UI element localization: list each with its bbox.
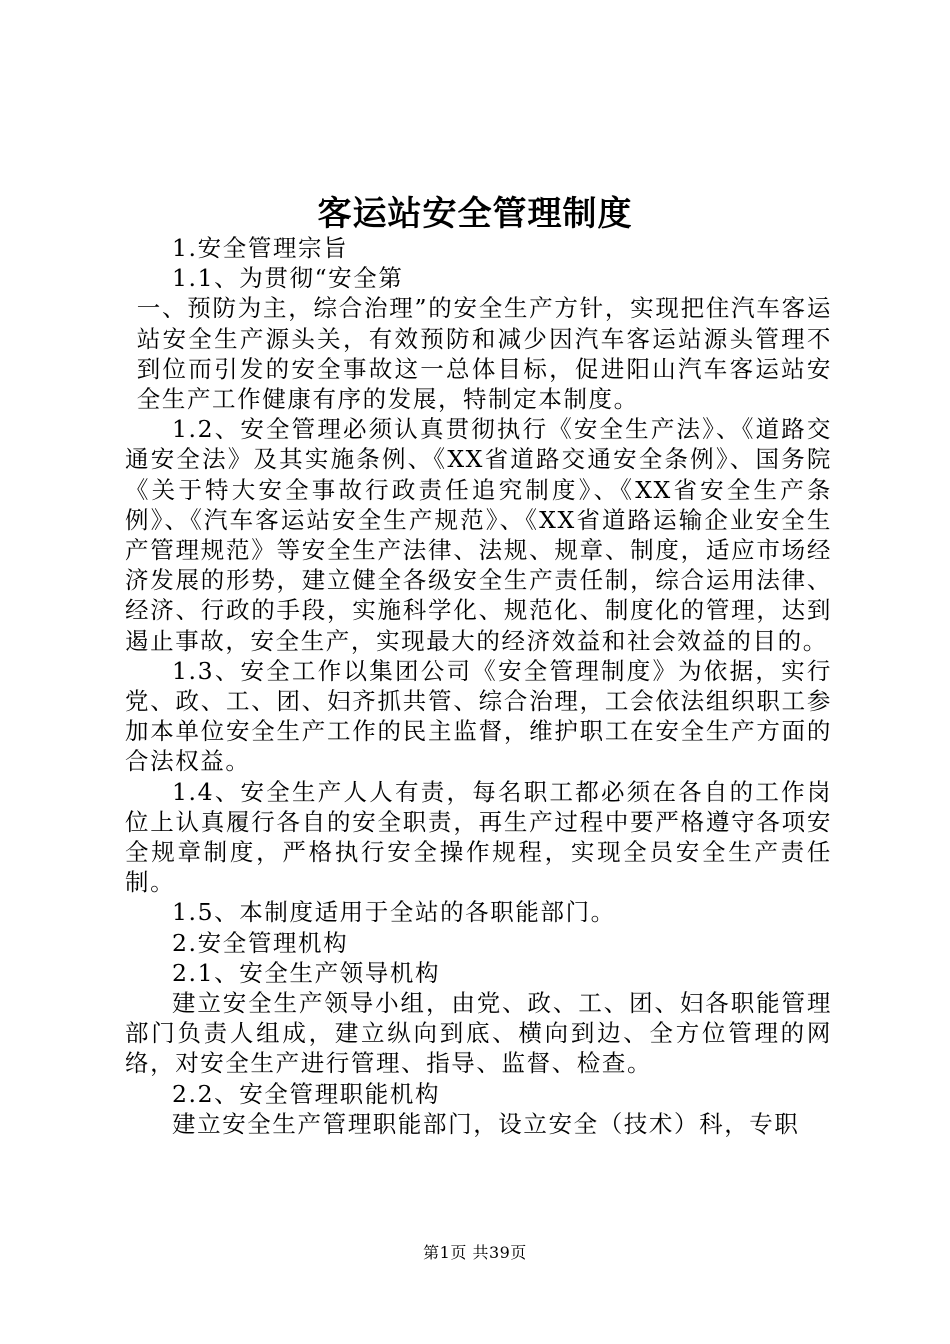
document-title: 客运站安全管理制度: [317, 194, 633, 234]
paragraph-2-2-body: 建立安全生产管理职能部门，设立安全（技术）科，专职: [172, 1109, 800, 1138]
page-number-footer: 第1页 共39页: [423, 1243, 527, 1262]
paragraph-1-4: 1.4、安全生产人人有责，每名职工都必须在各自的工作岗位上认真履行各自的安全职责，再生产过程中要严格遵守各项安全规章制度，严格执行安全操作规程，实现全员安全生产责任制。: [125, 777, 832, 897]
paragraph-2-1: 2.1、安全生产领导机构: [172, 958, 441, 987]
paragraph-1-2: 1.2、安全管理必须认真贯彻执行《安全生产法》、《道路交通安全法》及其实施条例、《XX省道路交通安全条例》、国务院《关于特大安全事故行政责任追究制度》、《XX省安全生产条例》、《汽车客运站安全生产规范》、《XX省道路运输企业安全生产管理规范》等安全生产法律、法规、规章、制度，适应市场经济发展的形势，建立健全各级安全生产责任制，综合运用法律、经济、行政的手段，实施科学化、规范化、制度化的管理，达到遏止事故，安全生产，实现最大的经济效益和社会效益的目的。: [125, 415, 832, 655]
paragraph-heading-2: 2.安全管理机构: [172, 928, 349, 957]
paragraph-1-5: 1.5、本制度适用于全站的各职能部门。: [172, 898, 616, 927]
document-body: [125, 233, 832, 1139]
paragraph-2-1-body: 建立安全生产领导小组，由党、政、工、团、妇各职能管理部门负责人组成，建立纵向到底、横向到边、全方位管理的网络，对安全生产进行管理、指导、监督、检查。: [125, 989, 832, 1078]
paragraph-1-1-continued: 一、预防为主，综合治理”的安全生产方针，实现把住汽车客运站安全生产源头关，有效预防和减少因汽车客运站源头管理不到位而引发的安全事故这一总体目标，促进阳山汽车客运站安全生产工作健康有序的发展，特制定本制度。: [136, 294, 832, 414]
paragraph-1-1: 1.1、为贯彻“安全第: [172, 264, 404, 293]
paragraph-heading-1: 1.安全管理宗旨: [172, 234, 349, 262]
paragraph-1-3: 1.3、安全工作以集团公司《安全管理制度》为依据，实行党、政、工、团、妇齐抓共管、综合治理，工会依法组织职工参加本单位安全生产工作的民主监督，维护职工在安全生产方面的合法权益。: [125, 656, 832, 776]
paragraph-2-2: 2.2、安全管理职能机构: [172, 1079, 441, 1108]
